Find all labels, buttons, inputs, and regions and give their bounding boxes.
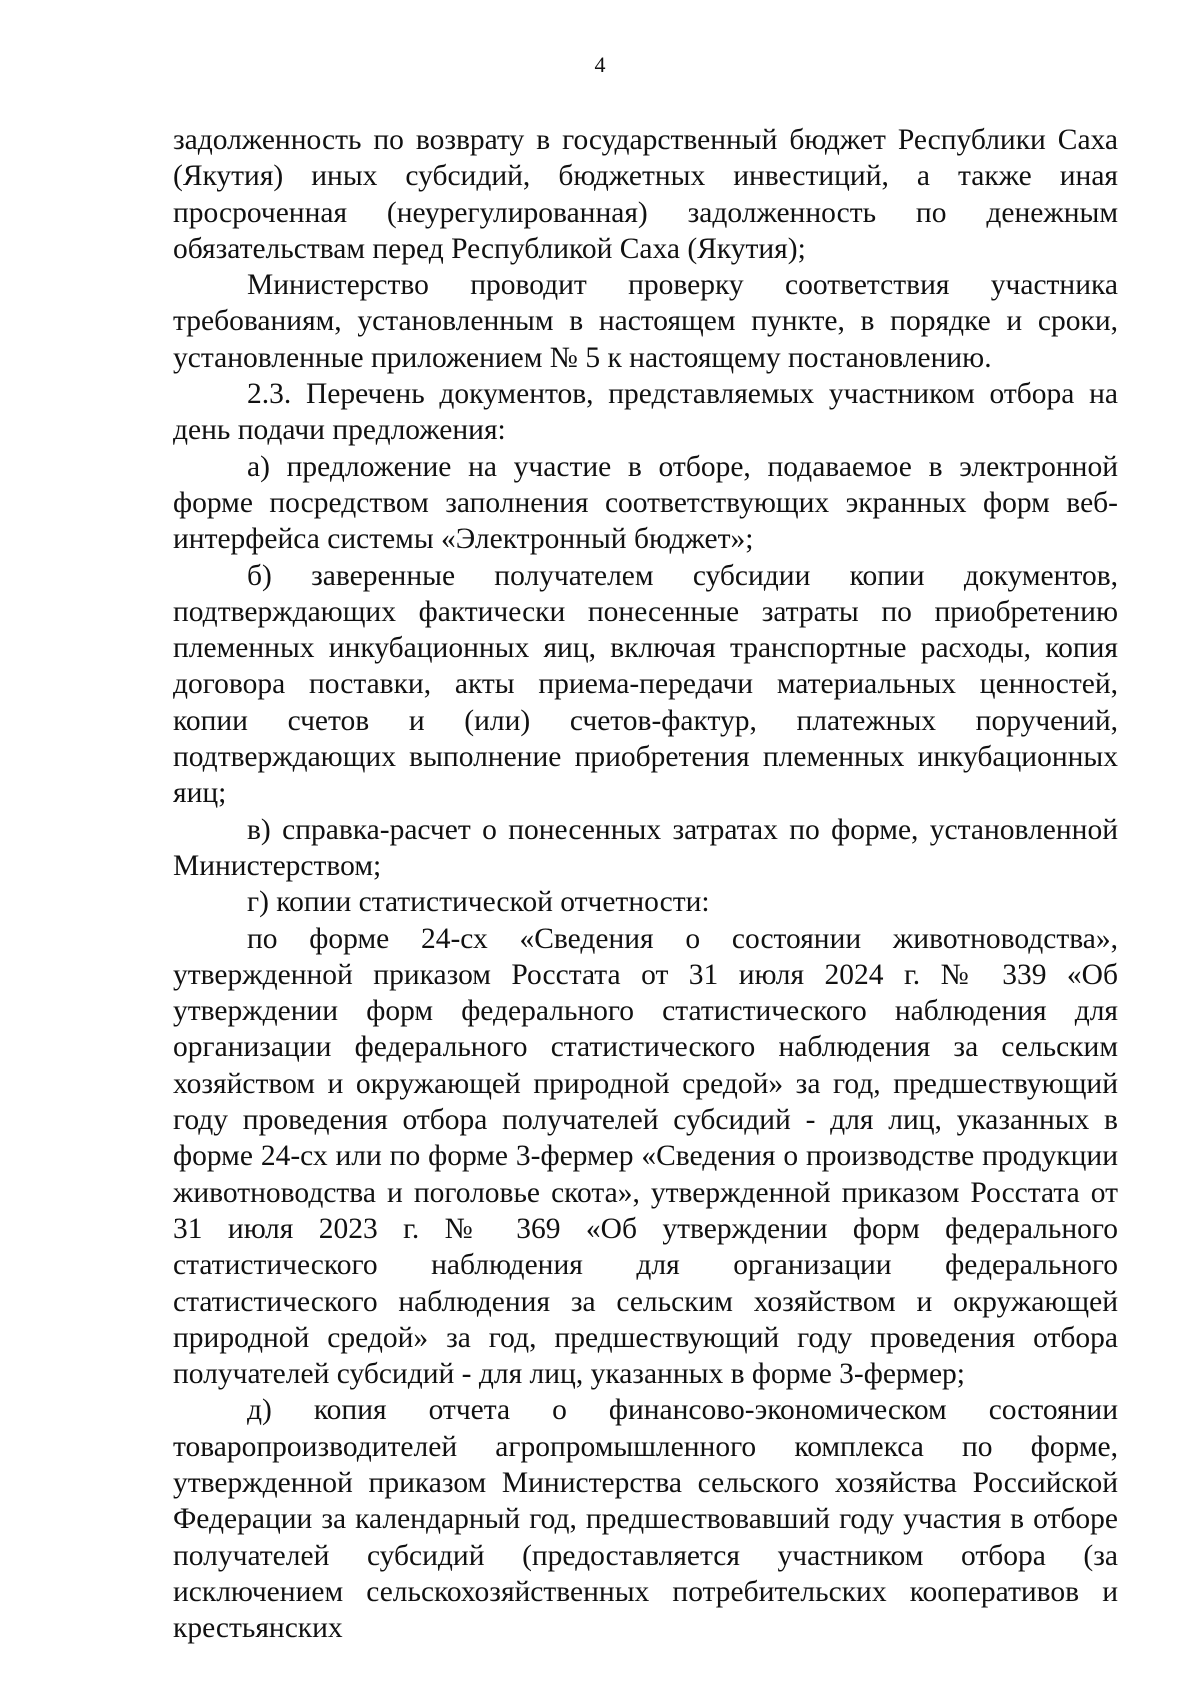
paragraph-item-b: б) заверенные получателем субсидии копии документов, подтверждающих фактически понесенные затраты по приобретению племенных инкубационных яиц, включая транспортные расходы, копия договора поставки, акты приема-передачи материальных ценностей, копии счетов и (или) счетов-фактур, платежных поручений, подтверждающих выполнение приобретения племенных инкубационных яиц;: [173, 559, 1118, 810]
document-body: [173, 122, 1118, 1646]
paragraph-item-a: а) предложение на участие в отборе, подаваемое в электронной форме посредством заполнения соответствующих экранных форм веб-интерфейса системы «Электронный бюджет»;: [173, 450, 1118, 556]
paragraph-debt-continuation: задолженность по возврату в государственный бюджет Республики Саха (Якутия) иных субсидий, бюджетных инвестиций, а также иная просроченная (неурегулированная) задолженность по денежным обязательствам перед Республикой Саха (Якутия);: [173, 124, 1118, 265]
paragraph-item-v: в) справка-расчет о понесенных затратах по форме, установленной Министерством;: [173, 813, 1118, 882]
paragraph-2-3-document-list: 2.3. Перечень документов, представляемых участником отбора на день подачи предложения:: [173, 378, 1118, 447]
paragraph-ministry-check: Министерство проводит проверку соответствия участника требованиям, установленным в настоящем пункте, в порядке и сроки, установленные приложением № 5 к настоящему постановлению.: [173, 269, 1118, 374]
paragraph-item-d: д) копия отчета о финансово-экономическом состоянии товаропроизводителей агропромышленного комплекса по форме, утвержденной приказом Министерства сельского хозяйства Российской Федерации за календарный год, предшествовавший году участия в отборе получателей субсидий (предоставляется участником отбора (за исключением сельскохозяйственных потребительских кооперативов и крестьянских: [173, 1394, 1118, 1645]
page-number: 4: [594, 52, 606, 77]
paragraph-form-24-sh: по форме 24-сх «Сведения о состоянии животноводства», утвержденной приказом Росстата от 31 июля 2024 г. № 339 «Об утверждении форм федерального статистического наблюдения для организации федерального статистического наблюдения за сельским хозяйством и окружающей природной средой» за год, предшествующий году проведения отбора получателей субсидий - для лиц, указанных в форме 24-сх или по форме 3-фермер «Сведения о производстве продукции животноводства и поголовье скота», утвержденной приказом Росстата от 31 июля 2023 г. № 369 «Об утверждении форм федерального статистического наблюдения для организации федерального статистического наблюдения за сельским хозяйством и окружающей природной средой» за год, предшествующий году проведения отбора получателей субсидий - для лиц, указанных в форме 3-фермер;: [173, 922, 1118, 1391]
paragraph-item-g: г) копии статистической отчетности:: [247, 886, 710, 919]
